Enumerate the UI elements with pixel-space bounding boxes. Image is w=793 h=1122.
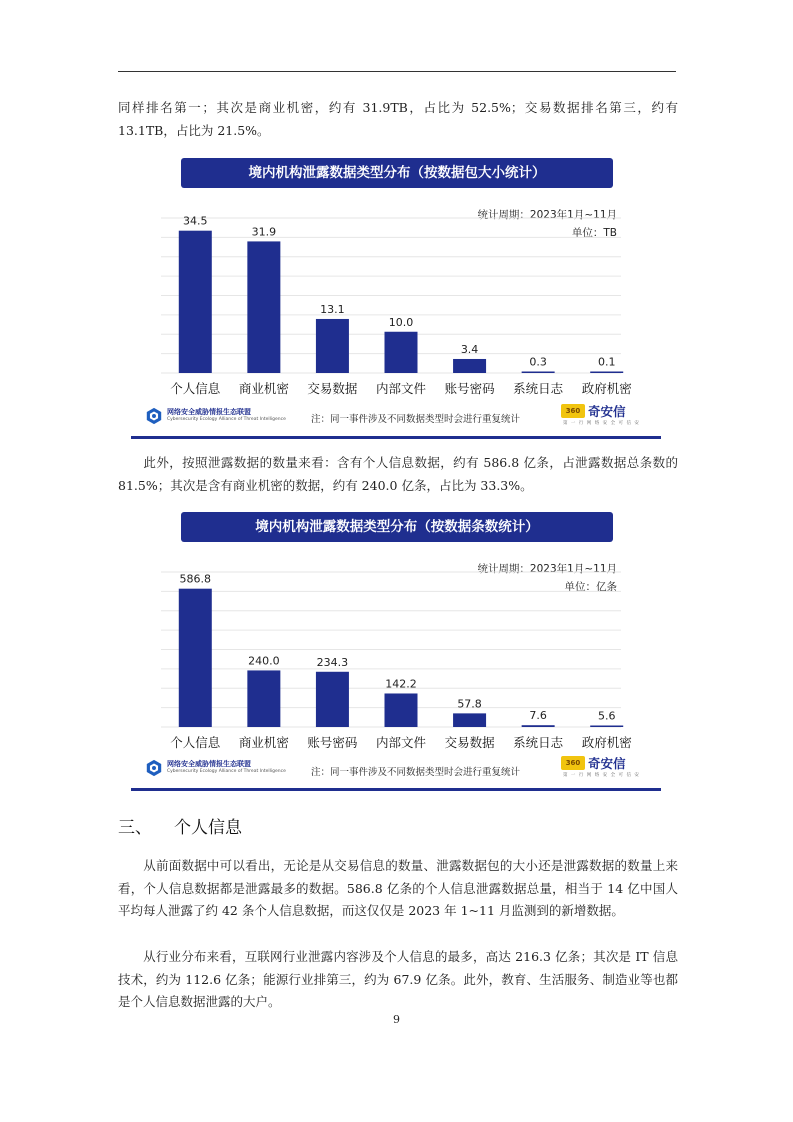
chart-card-size [131, 156, 661, 439]
data-label: 3.4 [460, 342, 479, 356]
section-title: 个人信息 [174, 818, 242, 838]
chart-period: 统计周期：2023年1月~11月 [477, 563, 617, 575]
qianxin-logo [561, 402, 647, 430]
data-label: 57.8 [457, 697, 482, 711]
data-label: 34.5 [183, 214, 208, 228]
section-paragraph-1 [118, 855, 678, 923]
alliance-logo [145, 756, 285, 784]
bar [316, 672, 349, 727]
category-label: 系统日志 [513, 381, 564, 396]
bar [522, 725, 555, 727]
data-label: 0.3 [529, 355, 547, 369]
category-label: 个人信息 [170, 735, 221, 750]
data-label: 240.0 [248, 654, 280, 668]
category-label: 交易数据 [444, 735, 495, 750]
category-label: 政府机密 [581, 735, 632, 750]
section-paragraph-1-text: 从前面数据中可以看出，无论是从交易信息的数量、泄露数据包的大小还是泄露数据的数量上来看，个人信息数据都是泄露最多的数据。586.8 亿条的个人信息泄露数据总量，相当于 14 亿中国人平均每人泄露了约 42 条个人信息数据，而这仅仅是 2023 年 1~11 月监测到的新增数据。 [118, 858, 678, 918]
category-label: 账号密码 [444, 381, 495, 396]
section-heading [118, 813, 242, 838]
bar [522, 372, 555, 374]
qianxin-logo [561, 754, 647, 782]
intro-paragraph: 同样排名第一；其次是商业机密，约有 31.9TB，占比为 52.5%；交易数据排名第三，约有 13.1TB，占比为 21.5%。 [118, 100, 678, 138]
chart-title: 境内机构泄露数据类型分布（按数据包大小统计） [181, 158, 613, 188]
alliance-logo-icon [145, 407, 163, 425]
chart-period: 统计周期：2023年1月~11月 [477, 209, 617, 221]
category-label: 内部文件 [375, 735, 427, 750]
data-label: 142.2 [385, 677, 417, 691]
middle-paragraph [118, 452, 678, 497]
bar [590, 372, 623, 374]
qianxin-slogan: 第 一 行 网 络 安 全 可 信 安 [563, 773, 640, 778]
category-label: 账号密码 [307, 735, 358, 750]
alliance-name-en: Cybersecurity Ecology Alliance of Threat Intelligence [167, 417, 286, 422]
data-label: 7.6 [529, 709, 547, 723]
bar [385, 332, 418, 373]
alliance-name-en: Cybersecurity Ecology Alliance of Threat Intelligence [167, 769, 286, 774]
alliance-name: 网络安全威胁情报生态联盟 [167, 408, 251, 416]
data-label: 586.8 [179, 572, 212, 586]
data-label: 0.1 [597, 355, 616, 369]
category-label: 个人信息 [170, 381, 221, 396]
bar [247, 241, 280, 373]
category-label: 内部文件 [375, 381, 427, 396]
data-label: 13.1 [320, 302, 345, 316]
alliance-logo [145, 404, 285, 432]
bar [316, 319, 349, 373]
alliance-logo-icon [145, 759, 163, 777]
qianxin-slogan: 第 一 行 网 络 安 全 可 信 安 [563, 421, 640, 426]
category-label: 商业机密 [238, 381, 289, 396]
category-label: 系统日志 [513, 735, 564, 750]
category-label: 政府机密 [581, 381, 632, 396]
qianxin-brand: 奇安信 [588, 404, 626, 419]
chart-footnote: 注：同一事件涉及不同数据类型时会进行重复统计 [311, 414, 521, 425]
data-label: 10.0 [388, 315, 414, 329]
data-label: 5.6 [597, 709, 616, 723]
bar [247, 670, 280, 727]
chart-unit: 单位：TB [571, 227, 617, 239]
bar [385, 693, 418, 727]
chart-title: 境内机构泄露数据类型分布（按数据条数统计） [181, 512, 613, 542]
page-number: 9 [393, 1013, 400, 1026]
qianxin-logo-icon: 360 [561, 756, 585, 770]
chart-unit: 单位：亿条 [564, 581, 617, 593]
bar [179, 589, 212, 727]
header-rule [118, 71, 676, 72]
qianxin-logo-icon: 360 [561, 404, 585, 418]
chart-footnote: 注：同一事件涉及不同数据类型时会进行重复统计 [311, 767, 521, 778]
category-label: 交易数据 [307, 381, 358, 396]
chart-card-count [131, 510, 661, 791]
category-label: 商业机密 [238, 735, 289, 750]
alliance-name: 网络安全威胁情报生态联盟 [167, 760, 251, 768]
bar-chart-count [131, 510, 661, 760]
bar [590, 726, 623, 728]
data-label: 31.9 [251, 225, 277, 239]
middle-paragraph-text: 此外，按照泄露数据的数量来看：含有个人信息数据，约有 586.8 亿条，占泄露数据总条数的 81.5%；其次是含有商业机密的数据，约有 240.0 亿条，占比为 33.3%。 [118, 455, 678, 493]
bar-chart-size [131, 156, 661, 406]
bar [179, 231, 212, 373]
bar [453, 713, 486, 727]
section-paragraph-2-text: 从行业分布来看，互联网行业泄露内容涉及个人信息的最多，高达 216.3 亿条；其次是 IT 信息技术，约为 112.6 亿条；能源行业排第三，约为 67.9 亿条。此外，教育、生活服务、制造业等也都是个人信息数据泄露的大户。 [118, 949, 678, 1009]
qianxin-brand: 奇安信 [588, 756, 626, 771]
section-number: 三、 [118, 818, 152, 838]
section-paragraph-2 [118, 946, 678, 1014]
bar [453, 359, 486, 373]
data-label: 234.3 [316, 655, 349, 669]
